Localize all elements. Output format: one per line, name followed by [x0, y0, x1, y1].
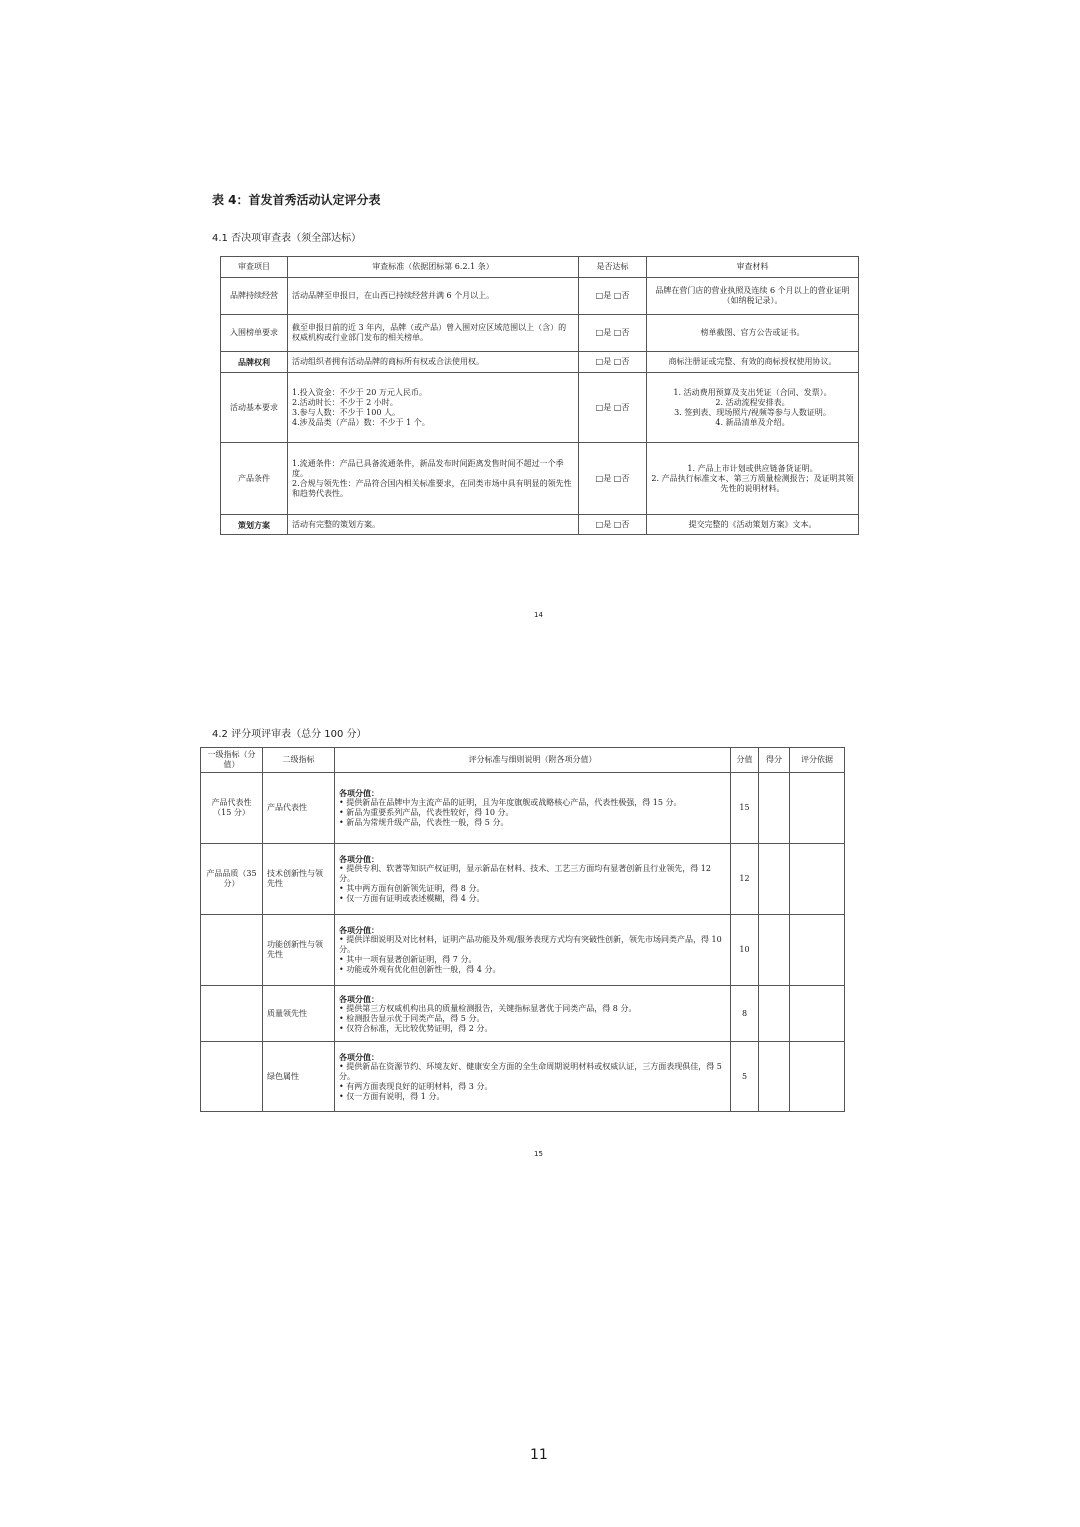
review-item: 品牌持续经营: [221, 278, 288, 315]
criteria-point: • 有两方面表现良好的证明材料，得 3 分。: [339, 1082, 726, 1092]
table-row: [201, 1042, 845, 1112]
review-material: 品牌在营门店的营业执照及连续 6 个月以上的营业证明（如纳税记录）。: [647, 278, 859, 315]
criteria-point: • 提供第三方权威机构出具的质量检测报告，关键指标显著优于同类产品，得 8 分。: [339, 1004, 726, 1014]
column-header: 评分标准与细则说明（附各项分值）: [335, 748, 731, 773]
criteria-point: • 提供新品在品牌中为主流产品的证明，且为年度旗舰或战略核心产品，代表性极强，得 15 分。: [339, 798, 726, 808]
review-material: 提交完整的《活动策划方案》文本。: [647, 515, 859, 535]
criteria-point: • 仅一方面有证明或表述模糊，得 4 分。: [339, 894, 726, 904]
column-header: 审查材料: [647, 257, 859, 278]
criteria-point: • 新品为重要系列产品，代表性较好，得 10 分。: [339, 808, 726, 818]
scoring-criteria: [335, 915, 731, 986]
criteria-label: 各项分值：: [339, 788, 379, 798]
level1-indicator: 产品品质（35 分）: [201, 844, 263, 915]
review-item: 策划方案: [221, 515, 288, 535]
criteria-point: • 提供新品在资源节约、环境友好、健康安全方面的全生命周期说明材料或权威认证，三方面表现俱佳，得 5 分。: [339, 1062, 726, 1082]
table-row: [201, 773, 845, 844]
standard-line: 2.合规与领先性：产品符合国内相关标准要求，在同类市场中具有明显的领先性和趋势代表性。: [292, 478, 572, 498]
review-standard: [288, 443, 579, 515]
max-score: 15: [731, 773, 759, 844]
material-line: 2. 产品执行标准文本、第三方质量检测报告；及证明其领先性的说明材料。: [651, 473, 854, 493]
table-row: [221, 515, 859, 535]
criteria-point: • 检测报告显示优于同类产品，得 5 分。: [339, 1014, 726, 1024]
level1-indicator: [201, 986, 263, 1042]
column-header: 得分: [759, 748, 790, 773]
level2-indicator: 产品代表性: [263, 773, 335, 844]
review-standard: 截至申报日前的近 3 年内，品牌（或产品）曾入围对应区域范围以上（含）的权威机构或行业部门发布的相关榜单。: [288, 315, 579, 352]
level2-indicator: 技术创新性与领先性: [263, 844, 335, 915]
column-header: 是否达标: [579, 257, 647, 278]
score-basis-cell[interactable]: [790, 1042, 845, 1112]
max-score: 8: [731, 986, 759, 1042]
criteria-point: • 其中两方面有创新领先证明，得 8 分。: [339, 884, 726, 894]
compliance-checkbox[interactable]: □是 □否: [579, 315, 647, 352]
criteria-label: 各项分值：: [339, 993, 379, 1004]
column-header: 一级指标（分值）: [201, 748, 263, 773]
table-row: [221, 443, 859, 515]
column-header: 分值: [731, 748, 759, 773]
table-row: [221, 352, 859, 373]
table-header-row: [201, 748, 845, 773]
score-basis-cell[interactable]: [790, 986, 845, 1042]
page-number-14: 14: [534, 611, 543, 619]
review-material: [647, 373, 859, 443]
criteria-point: • 仅符合标准，无比较优势证明，得 2 分。: [339, 1024, 726, 1034]
review-item: 品牌权利: [221, 352, 288, 373]
max-score: 12: [731, 844, 759, 915]
max-score: 10: [731, 915, 759, 986]
review-item: 产品条件: [221, 443, 288, 515]
material-line: 3. 签到表、现场照片/视频等参与人数证明。: [674, 407, 831, 417]
table-row: [201, 986, 845, 1042]
criteria-point: • 提供专利、软著等知识产权证明，显示新品在材料、技术、工艺三方面均有显著创新且行业领先，得 12 分。: [339, 864, 726, 884]
score-input-cell[interactable]: [759, 986, 790, 1042]
score-basis-cell[interactable]: [790, 915, 845, 986]
level1-indicator: [201, 1042, 263, 1112]
compliance-checkbox[interactable]: □是 □否: [579, 515, 647, 535]
criteria-point: • 其中一项有显著创新证明，得 7 分。: [339, 955, 726, 965]
standard-line: 1.流通条件：产品已具备流通条件，新品发布时间距离发售时间不超过一个季度。: [292, 458, 564, 478]
score-input-cell[interactable]: [759, 773, 790, 844]
material-line: 1. 产品上市计划或供应链备货证明。: [687, 463, 818, 473]
level2-indicator: 绿色属性: [263, 1042, 335, 1112]
section-title-veto: 4.1 否决项审查表（须全部达标）: [212, 233, 362, 244]
level2-indicator: 功能创新性与领先性: [263, 915, 335, 986]
level1-indicator: 产品代表性（15 分）: [201, 773, 263, 844]
table-header-row: [221, 257, 859, 278]
criteria-label: 各项分值：: [339, 925, 379, 935]
review-item: 入围榜单要求: [221, 315, 288, 352]
score-input-cell[interactable]: [759, 1042, 790, 1112]
score-basis-cell[interactable]: [790, 844, 845, 915]
material-line: 2. 活动流程安排表。: [715, 397, 790, 407]
material-line: 1. 活动费用预算及支出凭证（合同、发票）。: [673, 387, 832, 397]
page-number: 11: [530, 1447, 548, 1463]
score-input-cell[interactable]: [759, 844, 790, 915]
criteria-point: • 功能或外观有优化但创新性一般，得 4 分。: [339, 965, 726, 975]
score-input-cell[interactable]: [759, 915, 790, 986]
table-row: [201, 844, 845, 915]
review-material: 商标注册证或完整、有效的商标授权使用协议。: [647, 352, 859, 373]
criteria-label: 各项分值：: [339, 1051, 379, 1062]
veto-review-table: [220, 256, 859, 535]
table-row: [221, 278, 859, 315]
review-standard: 活动有完整的策划方案。: [288, 515, 579, 535]
review-standard: 活动组织者拥有活动品牌的商标所有权或合法使用权。: [288, 352, 579, 373]
compliance-checkbox[interactable]: □是 □否: [579, 352, 647, 373]
scoring-criteria: [335, 773, 731, 844]
table-row: [221, 373, 859, 443]
table-row: [201, 915, 845, 986]
document-title: 表 4：首发首秀活动认定评分表: [212, 193, 381, 207]
level2-indicator: 质量领先性: [263, 986, 335, 1042]
criteria-point: • 提供详细说明及对比材料，证明产品功能及外观/服务表现方式均有突破性创新，领先市场同类产品，得 10 分。: [339, 935, 726, 955]
standard-line: 4.涉及品类（产品）数：不少于 1 个。: [292, 417, 430, 427]
level1-indicator: [201, 915, 263, 986]
section-title-scoring: 4.2 评分项评审表（总分 100 分）: [212, 729, 367, 740]
column-header: 审查标准（依据团标第 6.2.1 条）: [288, 257, 579, 278]
compliance-checkbox[interactable]: □是 □否: [579, 443, 647, 515]
standard-line: 1.投入资金：不少于 20 万元人民币。: [292, 387, 427, 397]
material-line: 4. 新品清单及介绍。: [715, 417, 790, 427]
criteria-point: • 仅一方面有说明，得 1 分。: [339, 1092, 726, 1102]
max-score: 5: [731, 1042, 759, 1112]
standard-line: 2.活动时长：不少于 2 小时。: [292, 397, 398, 407]
scoring-criteria: [335, 1042, 731, 1112]
compliance-checkbox[interactable]: □是 □否: [579, 278, 647, 315]
compliance-checkbox[interactable]: □是 □否: [579, 373, 647, 443]
review-item: 活动基本要求: [221, 373, 288, 443]
column-header: 审查项目: [221, 257, 288, 278]
scoring-criteria: [335, 844, 731, 915]
review-standard: [288, 373, 579, 443]
score-basis-cell[interactable]: [790, 773, 845, 844]
review-standard: 活动品牌至申报日，在山西已持续经营并满 6 个月以上。: [288, 278, 579, 315]
criteria-label: 各项分值：: [339, 854, 379, 864]
table-row: [221, 315, 859, 352]
column-header: 二级指标: [263, 748, 335, 773]
review-material: 榜单截图、官方公告或证书。: [647, 315, 859, 352]
column-header: 评分依据: [790, 748, 845, 773]
standard-line: 3.参与人数：不少于 100 人。: [292, 407, 400, 417]
criteria-point: • 新品为常规升级产品，代表性一般，得 5 分。: [339, 818, 726, 828]
scoring-review-table: [200, 747, 845, 1112]
page-number-15: 15: [534, 1150, 543, 1158]
scoring-criteria: [335, 986, 731, 1042]
review-material: [647, 443, 859, 515]
